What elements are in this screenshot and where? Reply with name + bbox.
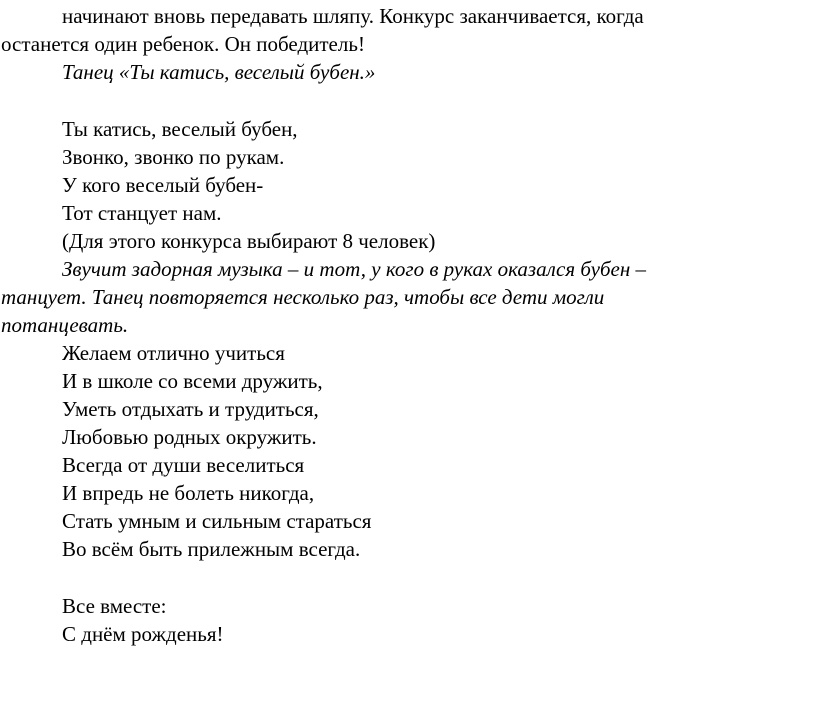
song-line-4: Тот станцует нам. <box>62 201 222 225</box>
poem-line-8: Во всём быть прилежным всегда. <box>62 537 361 561</box>
song-line-3: У кого веселый бубен- <box>62 173 264 197</box>
closing-wish: С днём рожденья! <box>62 622 224 646</box>
poem-line-4: Любовью родных окружить. <box>62 425 317 449</box>
intro-line-2: останется один ребенок. Он победитель! <box>1 32 365 56</box>
poem-line-2: И в школе со всеми дружить, <box>62 369 323 393</box>
song-line-2: Звонко, звонко по рукам. <box>62 145 285 169</box>
contest-note: (Для этого конкурса выбирают 8 человек) <box>62 229 436 253</box>
dance-title: Танец «Ты катись, веселый бубен.» <box>62 60 376 84</box>
poem-line-6: И впредь не болеть никогда, <box>62 481 315 505</box>
stage-direction-line-1: Звучит задорная музыка – и тот, у кого в руках оказался бубен – <box>62 257 646 281</box>
stage-direction-line-2: танцует. Танец повторяется несколько раз, чтобы все дети могли <box>1 285 605 309</box>
poem-line-1: Желаем отлично учиться <box>62 341 285 365</box>
closing-speaker: Все вместе: <box>62 594 167 618</box>
song-line-1: Ты катись, веселый бубен, <box>62 117 298 141</box>
intro-line-1: начинают вновь передавать шляпу. Конкурс заканчивается, когда <box>62 4 644 28</box>
poem-line-3: Уметь отдыхать и трудиться, <box>62 397 319 421</box>
poem-line-5: Всегда от души веселиться <box>62 453 305 477</box>
poem-line-7: Стать умным и сильным стараться <box>62 509 372 533</box>
stage-direction-line-3: потанцевать. <box>1 313 129 337</box>
